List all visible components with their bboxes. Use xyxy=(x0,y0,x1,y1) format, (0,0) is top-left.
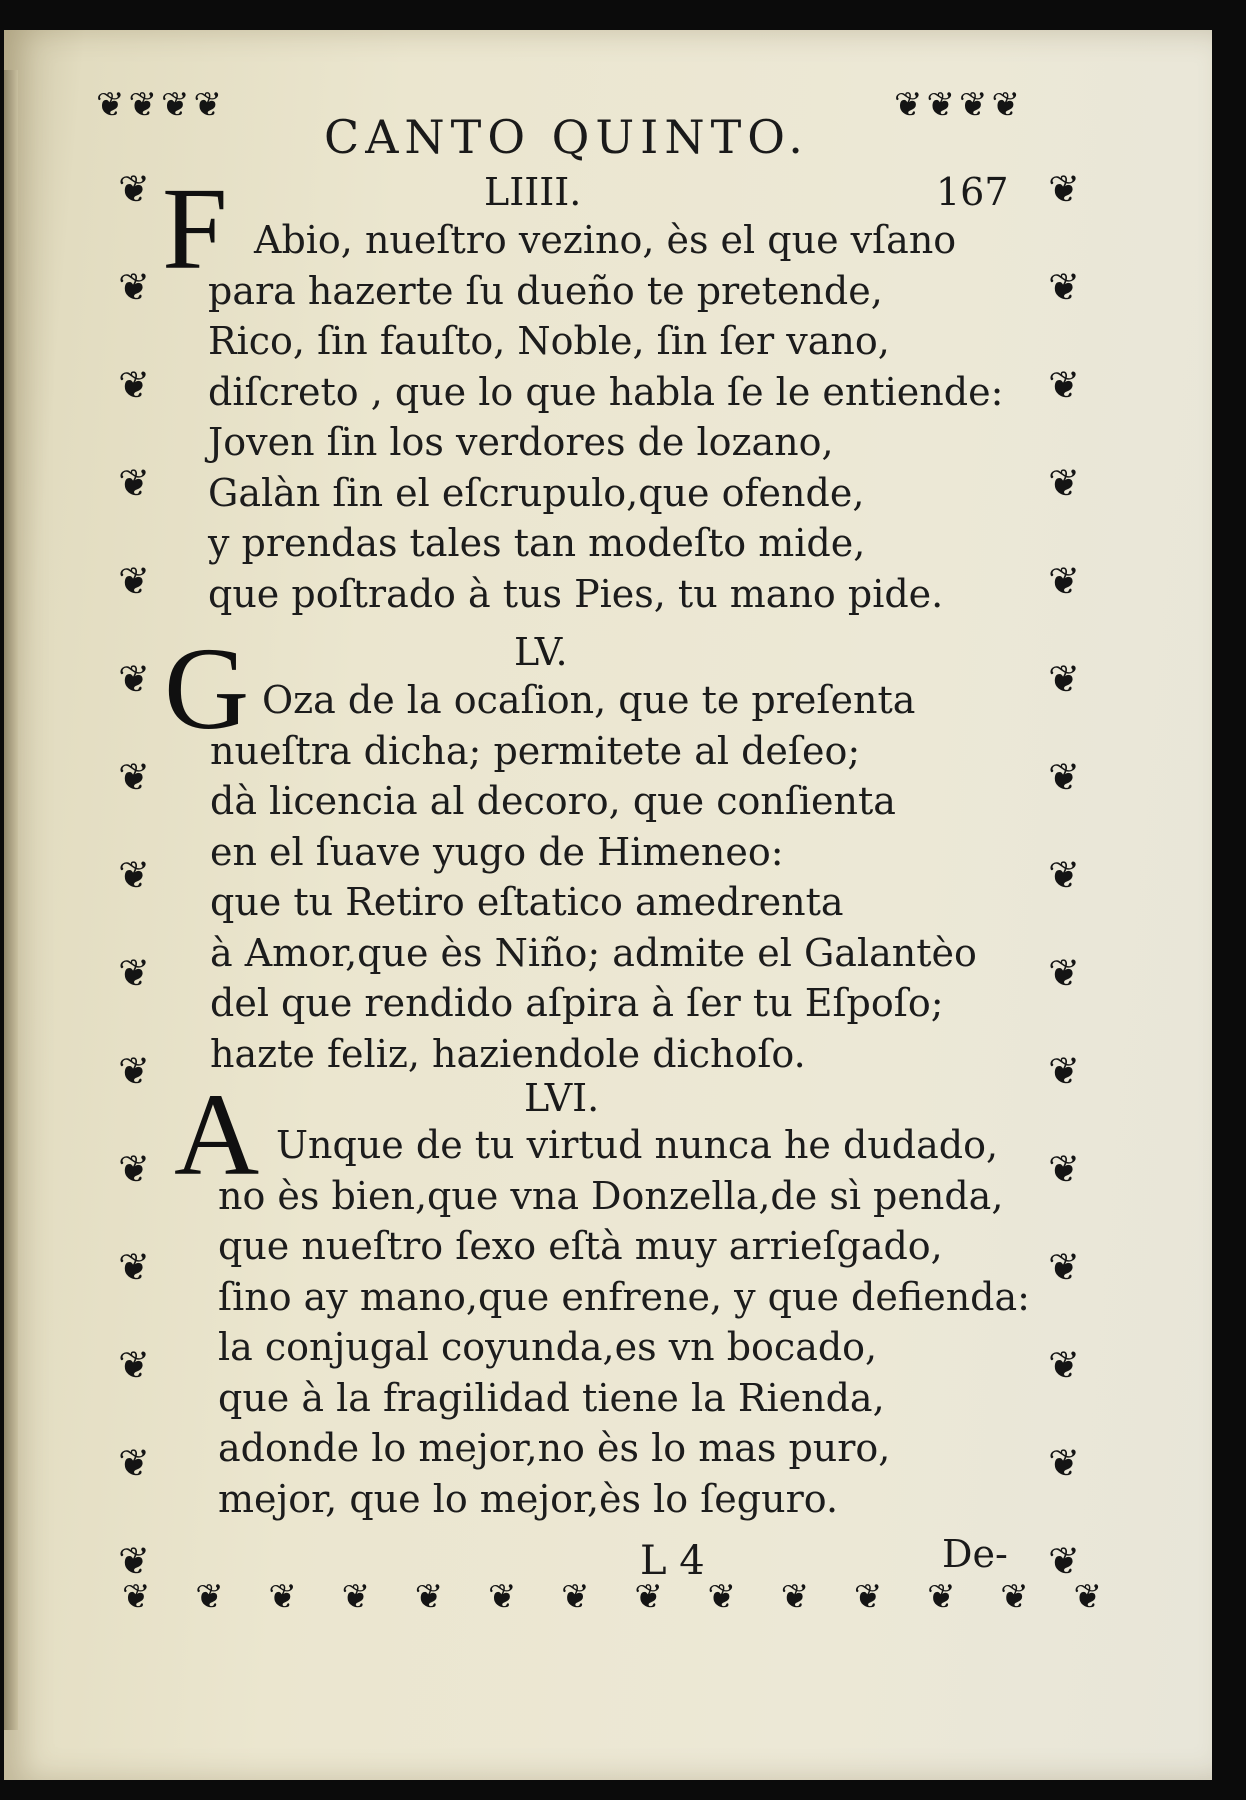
verse-line: que tu Retiro eſtatico amedrenta xyxy=(210,880,844,924)
fleuron-icon: ❦ xyxy=(959,85,988,125)
verse-line: Unque de tu virtud nunca he dudado, xyxy=(276,1123,999,1167)
verse-line: que à la fragilidad tiene la Rienda, xyxy=(218,1375,885,1420)
fleuron-icon: ❦ xyxy=(118,1539,150,1583)
fleuron-icon: ❦ xyxy=(414,1577,444,1617)
fleuron-icon: ❦ xyxy=(1048,363,1080,407)
fleuron-icon: ❦ xyxy=(122,1577,151,1617)
fleuron-icon: ❦ xyxy=(926,85,955,125)
ornament-border-bottom xyxy=(122,1577,1102,1617)
fleuron-icon: ❦ xyxy=(1048,559,1080,603)
fleuron-icon: ❦ xyxy=(128,85,157,125)
verse-line: Rico, ſin fauſto, Noble, ſin ſer vano, xyxy=(208,319,890,363)
ornament-border-top-left xyxy=(96,85,222,125)
stanza-number: LIIII. xyxy=(484,170,582,214)
fleuron-icon: ❦ xyxy=(991,85,1020,125)
fleuron-icon: ❦ xyxy=(927,1577,956,1617)
verse-line: para hazerte ſu dueño te pretende, xyxy=(208,268,883,313)
fleuron-icon: ❦ xyxy=(341,1577,371,1617)
fleuron-icon: ❦ xyxy=(853,1577,883,1617)
page-number: 167 xyxy=(936,170,1009,214)
fleuron-icon: ❦ xyxy=(161,85,190,125)
fleuron-icon: ❦ xyxy=(118,1343,150,1387)
fleuron-icon: ❦ xyxy=(118,1147,150,1191)
verse-line: dà licencia al decoro, que conſienta xyxy=(210,779,896,823)
fleuron-icon: ❦ xyxy=(118,951,150,995)
signature-mark: L 4 xyxy=(640,1538,705,1584)
verse-line: la conjugal coyunda,es vn bocado, xyxy=(218,1325,878,1369)
fleuron-icon: ❦ xyxy=(780,1577,810,1617)
catchword: De- xyxy=(942,1532,1008,1576)
stanza-number: LV. xyxy=(514,630,568,674)
verse-line: del que rendido aſpira à ſer tu Eſpoſo; xyxy=(210,981,944,1025)
verse-line: ſino ay mano,que enfrene, y que defienda: xyxy=(218,1274,1030,1319)
verse-line: en el ſuave yugo de Himeneo: xyxy=(210,829,784,874)
fleuron-icon: ❦ xyxy=(1048,1343,1080,1387)
verse-line: Joven ſin los verdores de lozano, xyxy=(208,420,834,464)
fleuron-icon: ❦ xyxy=(1048,1147,1080,1191)
fleuron-icon: ❦ xyxy=(193,85,222,125)
fleuron-icon: ❦ xyxy=(894,85,923,125)
verse-line: que nueſtro ſexo eſtà muy arrieſgado, xyxy=(218,1224,943,1268)
fleuron-icon: ❦ xyxy=(1048,1245,1080,1289)
fleuron-icon: ❦ xyxy=(118,559,150,603)
ornament-border-left xyxy=(104,167,164,1583)
stanza-lines xyxy=(210,675,977,1079)
fleuron-icon: ❦ xyxy=(561,1577,590,1617)
fleuron-icon: ❦ xyxy=(1000,1577,1029,1617)
fleuron-icon: ❦ xyxy=(1048,167,1080,211)
verse-line: que poſtrado à tus Pies, tu mano pide. xyxy=(208,571,944,616)
fleuron-icon: ❦ xyxy=(118,265,150,309)
verse-line: nueſtra dicha; permitete al deſeo; xyxy=(210,728,861,773)
stanza-number: LVI. xyxy=(524,1076,600,1120)
fleuron-icon: ❦ xyxy=(118,755,150,799)
verse-line: Galàn ſin el eſcrupulo,que ofende, xyxy=(208,470,865,515)
fleuron-icon: ❦ xyxy=(1048,657,1080,701)
running-head: CANTO QUINTO. xyxy=(324,110,809,164)
drop-cap: F xyxy=(162,163,228,294)
verse-line: y prendas tales tan modeſto mide, xyxy=(208,521,866,565)
fleuron-icon: ❦ xyxy=(634,1577,663,1617)
fleuron-icon: ❦ xyxy=(707,1577,736,1617)
fleuron-icon: ❦ xyxy=(1048,755,1080,799)
fleuron-icon: ❦ xyxy=(1048,461,1080,505)
fleuron-icon: ❦ xyxy=(118,1441,150,1485)
fleuron-icon: ❦ xyxy=(487,1577,517,1617)
verse-line: diſcreto , que lo que habla ſe le entiende: xyxy=(208,369,1004,414)
stanza-lines xyxy=(218,1120,1030,1524)
book-page xyxy=(4,30,1212,1780)
fleuron-icon: ❦ xyxy=(1048,1441,1080,1485)
fleuron-icon: ❦ xyxy=(118,363,150,407)
verse-line: Abio, nueſtro vezino, ès el que vſano xyxy=(254,218,957,262)
verse-line: adonde lo mejor,no ès lo mas puro, xyxy=(218,1426,891,1470)
fleuron-icon: ❦ xyxy=(118,1049,150,1093)
verse-line: à Amor,que ès Niño; admite el Galantèo xyxy=(210,930,977,975)
fleuron-icon: ❦ xyxy=(1048,951,1080,995)
verse-line: mejor, que lo mejor,ès lo ſeguro. xyxy=(218,1476,839,1521)
fleuron-icon: ❦ xyxy=(1048,265,1080,309)
fleuron-icon: ❦ xyxy=(118,167,150,211)
fleuron-icon: ❦ xyxy=(96,85,125,125)
verse-line: Oza de la ocaſion, que te preſenta xyxy=(262,678,916,722)
stanza-lines xyxy=(208,215,1003,619)
verse-line: no ès bien,que vna Donzella,de sì penda, xyxy=(218,1173,1004,1218)
drop-cap: A xyxy=(174,1069,260,1200)
fleuron-icon: ❦ xyxy=(1048,853,1080,897)
ornament-border-right xyxy=(1034,167,1094,1583)
verse-line: hazte feliz, haziendole dichoſo. xyxy=(210,1031,806,1076)
fleuron-icon: ❦ xyxy=(1048,1049,1080,1093)
fleuron-icon: ❦ xyxy=(268,1577,297,1617)
ornament-border-top-right xyxy=(894,85,1020,125)
drop-cap: G xyxy=(164,623,250,754)
fleuron-icon: ❦ xyxy=(118,1245,150,1289)
fleuron-icon: ❦ xyxy=(118,657,150,701)
fleuron-icon: ❦ xyxy=(1073,1577,1102,1617)
fleuron-icon: ❦ xyxy=(118,853,150,897)
fleuron-icon: ❦ xyxy=(195,1577,224,1617)
gutter-shadow xyxy=(4,70,18,1730)
fleuron-icon: ❦ xyxy=(118,461,150,505)
fleuron-icon: ❦ xyxy=(1048,1539,1080,1583)
